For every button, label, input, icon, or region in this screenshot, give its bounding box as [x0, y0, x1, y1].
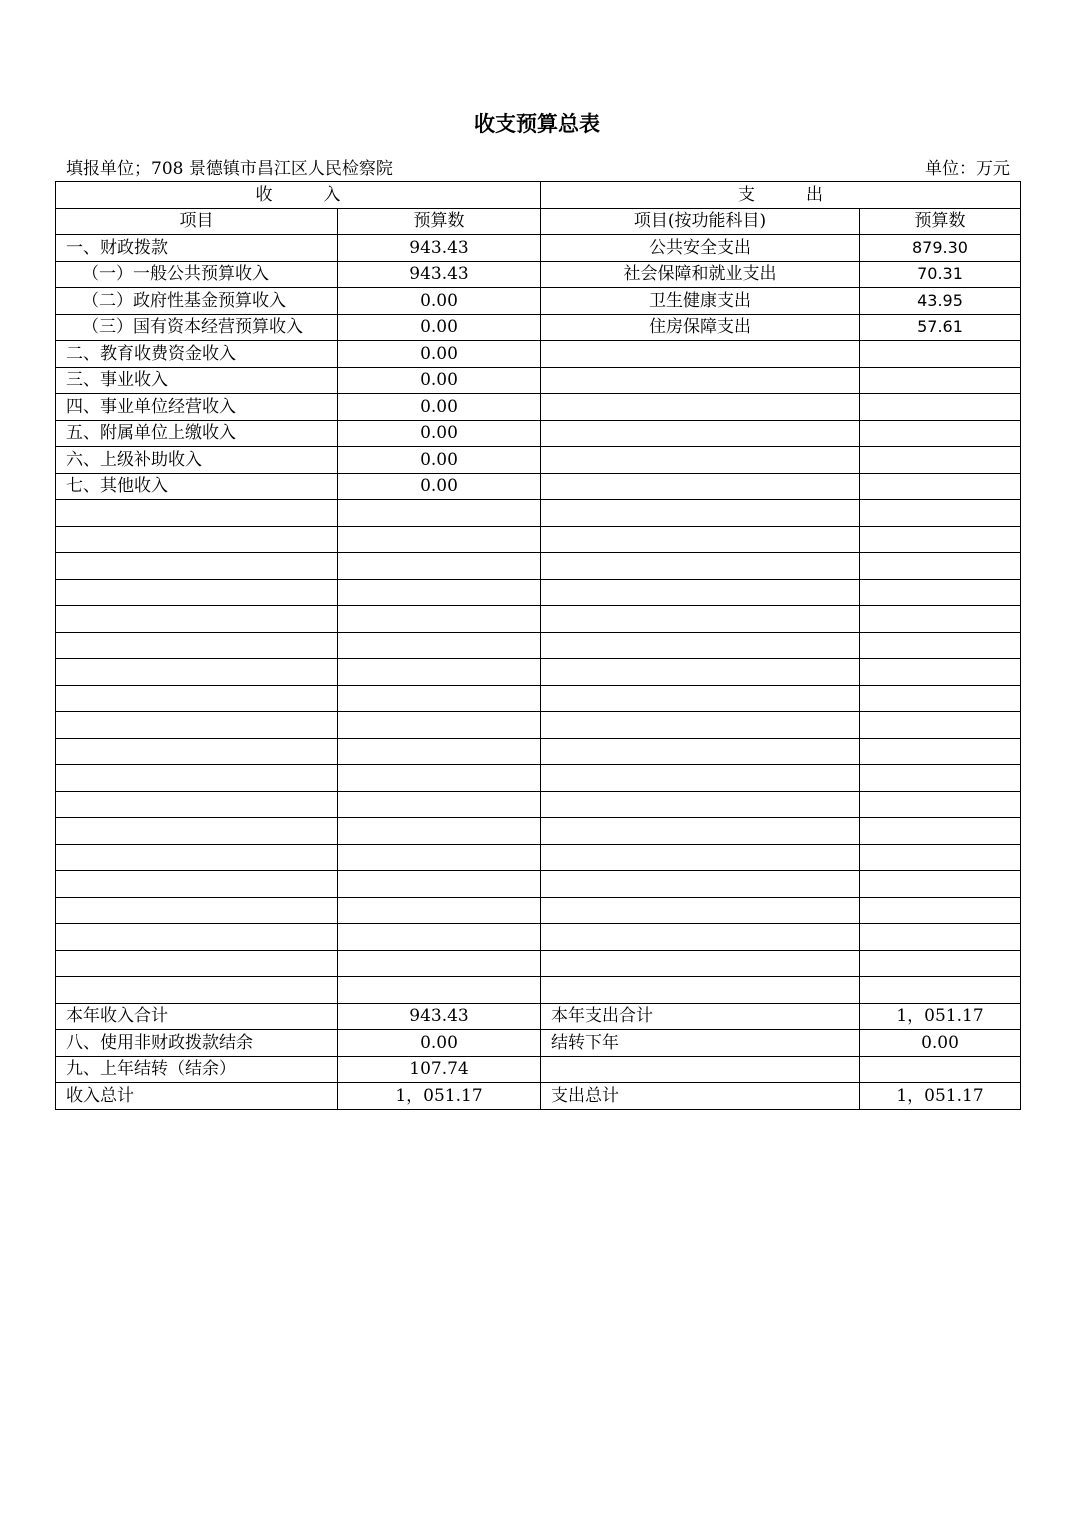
expense-item-cell — [541, 447, 860, 474]
income-item-cell: 七、其他收入 — [56, 473, 338, 500]
empty-cell — [541, 950, 860, 977]
empty-cell — [860, 818, 1021, 845]
expense-item-cell — [541, 394, 860, 421]
currency-unit-label: 单位：万元 — [925, 159, 1010, 179]
empty-cell — [860, 977, 1021, 1004]
empty-cell — [541, 579, 860, 606]
empty-cell — [860, 579, 1021, 606]
summary-expense-amount-cell — [860, 1056, 1021, 1083]
summary-income-amount-cell: 107.74 — [338, 1056, 541, 1083]
expense-item-cell — [541, 473, 860, 500]
empty-cell — [338, 659, 541, 686]
empty-row — [56, 897, 1021, 924]
column-header-row — [56, 208, 1021, 235]
empty-row — [56, 738, 1021, 765]
income-section-header: 收 入 — [56, 182, 541, 209]
empty-cell — [338, 844, 541, 871]
empty-row — [56, 844, 1021, 871]
budget-table-body — [56, 182, 1021, 1110]
summary-income-amount-cell: 0.00 — [338, 1030, 541, 1057]
empty-cell — [860, 765, 1021, 792]
income-item-cell: 五、附属单位上缴收入 — [56, 420, 338, 447]
income-amount-header: 预算数 — [338, 208, 541, 235]
summary-row — [56, 1003, 1021, 1030]
expense-section-header: 支 出 — [541, 182, 1021, 209]
empty-row — [56, 712, 1021, 739]
empty-cell — [56, 659, 338, 686]
empty-cell — [338, 950, 541, 977]
empty-row — [56, 924, 1021, 951]
empty-cell — [56, 977, 338, 1004]
summary-expense-amount-cell: 1，051.17 — [860, 1003, 1021, 1030]
empty-cell — [860, 553, 1021, 580]
expense-amount-cell: 879.30 — [860, 235, 1021, 262]
empty-row — [56, 500, 1021, 527]
income-item-cell: 三、事业收入 — [56, 367, 338, 394]
income-item-cell: 六、上级补助收入 — [56, 447, 338, 474]
empty-cell — [338, 500, 541, 527]
empty-row — [56, 765, 1021, 792]
income-amount-cell: 0.00 — [338, 288, 541, 315]
empty-cell — [56, 553, 338, 580]
empty-cell — [338, 553, 541, 580]
empty-cell — [541, 791, 860, 818]
summary-income-item-cell: 九、上年结转（结余） — [56, 1056, 338, 1083]
expense-amount-cell — [860, 473, 1021, 500]
empty-cell — [860, 871, 1021, 898]
empty-cell — [56, 818, 338, 845]
empty-cell — [541, 526, 860, 553]
empty-cell — [860, 659, 1021, 686]
empty-cell — [56, 579, 338, 606]
expense-amount-cell — [860, 420, 1021, 447]
empty-cell — [541, 765, 860, 792]
empty-row — [56, 818, 1021, 845]
table-row — [56, 420, 1021, 447]
income-amount-cell: 943.43 — [338, 261, 541, 288]
summary-row — [56, 1056, 1021, 1083]
empty-cell — [541, 712, 860, 739]
income-item-cell: 一、财政拨款 — [56, 235, 338, 262]
empty-cell — [541, 632, 860, 659]
empty-cell — [541, 977, 860, 1004]
page-title: 收支预算总表 — [474, 111, 600, 136]
budget-table — [55, 181, 1021, 1110]
empty-cell — [860, 685, 1021, 712]
expense-amount-cell: 57.61 — [860, 314, 1021, 341]
empty-cell — [541, 500, 860, 527]
income-item-header: 项目 — [56, 208, 338, 235]
empty-cell — [860, 738, 1021, 765]
expense-item-cell: 社会保障和就业支出 — [541, 261, 860, 288]
empty-cell — [56, 526, 338, 553]
empty-cell — [338, 924, 541, 951]
empty-row — [56, 606, 1021, 633]
empty-cell — [338, 632, 541, 659]
empty-cell — [338, 977, 541, 1004]
income-amount-cell: 0.00 — [338, 394, 541, 421]
empty-cell — [860, 924, 1021, 951]
expense-amount-cell — [860, 367, 1021, 394]
empty-row — [56, 579, 1021, 606]
empty-cell — [860, 526, 1021, 553]
summary-expense-item-cell: 支出总计 — [541, 1083, 860, 1110]
empty-row — [56, 685, 1021, 712]
empty-row — [56, 871, 1021, 898]
empty-cell — [541, 738, 860, 765]
empty-cell — [338, 765, 541, 792]
empty-cell — [56, 791, 338, 818]
empty-cell — [860, 606, 1021, 633]
empty-row — [56, 950, 1021, 977]
table-row — [56, 314, 1021, 341]
empty-cell — [338, 738, 541, 765]
expense-amount-cell: 43.95 — [860, 288, 1021, 315]
expense-amount-cell — [860, 447, 1021, 474]
summary-expense-item-cell — [541, 1056, 860, 1083]
empty-cell — [860, 791, 1021, 818]
empty-cell — [541, 924, 860, 951]
table-row — [56, 341, 1021, 368]
empty-cell — [56, 871, 338, 898]
empty-cell — [56, 950, 338, 977]
empty-row — [56, 659, 1021, 686]
expense-item-cell — [541, 420, 860, 447]
expense-item-cell: 公共安全支出 — [541, 235, 860, 262]
income-amount-cell: 943.43 — [338, 235, 541, 262]
expense-item-cell — [541, 367, 860, 394]
empty-cell — [860, 950, 1021, 977]
empty-cell — [338, 526, 541, 553]
summary-row — [56, 1030, 1021, 1057]
empty-cell — [860, 712, 1021, 739]
empty-cell — [338, 791, 541, 818]
empty-cell — [541, 685, 860, 712]
expense-item-cell: 卫生健康支出 — [541, 288, 860, 315]
empty-cell — [541, 844, 860, 871]
summary-expense-amount-cell: 0.00 — [860, 1030, 1021, 1057]
income-amount-cell: 0.00 — [338, 341, 541, 368]
empty-cell — [860, 632, 1021, 659]
expense-amount-cell — [860, 394, 1021, 421]
empty-cell — [56, 606, 338, 633]
summary-income-amount-cell: 1，051.17 — [338, 1083, 541, 1110]
income-item-cell: 二、教育收费资金收入 — [56, 341, 338, 368]
summary-expense-item-cell: 结转下年 — [541, 1030, 860, 1057]
expense-item-header: 项目(按功能科目) — [541, 208, 860, 235]
table-row — [56, 447, 1021, 474]
table-row — [56, 261, 1021, 288]
empty-cell — [338, 606, 541, 633]
empty-cell — [541, 553, 860, 580]
empty-cell — [56, 897, 338, 924]
expense-item-cell — [541, 341, 860, 368]
empty-cell — [541, 871, 860, 898]
expense-amount-header: 预算数 — [860, 208, 1021, 235]
empty-cell — [56, 738, 338, 765]
empty-cell — [860, 844, 1021, 871]
fill-unit-label: 填报单位；708 景德镇市昌江区人民检察院 — [66, 159, 393, 179]
income-amount-cell: 0.00 — [338, 473, 541, 500]
summary-expense-amount-cell: 1，051.17 — [860, 1083, 1021, 1110]
income-amount-cell: 0.00 — [338, 420, 541, 447]
table-row — [56, 288, 1021, 315]
empty-row — [56, 526, 1021, 553]
empty-cell — [338, 818, 541, 845]
income-item-cell: （一）一般公共预算收入 — [56, 261, 338, 288]
income-item-cell: （三）国有资本经营预算收入 — [56, 314, 338, 341]
empty-cell — [56, 712, 338, 739]
empty-cell — [56, 685, 338, 712]
empty-cell — [56, 500, 338, 527]
income-amount-cell: 0.00 — [338, 314, 541, 341]
table-row — [56, 473, 1021, 500]
empty-cell — [541, 897, 860, 924]
empty-cell — [541, 818, 860, 845]
income-item-cell: （二）政府性基金预算收入 — [56, 288, 338, 315]
summary-row — [56, 1083, 1021, 1110]
table-row — [56, 367, 1021, 394]
expense-item-cell: 住房保障支出 — [541, 314, 860, 341]
empty-cell — [56, 844, 338, 871]
expense-amount-cell: 70.31 — [860, 261, 1021, 288]
empty-cell — [860, 500, 1021, 527]
empty-cell — [56, 924, 338, 951]
summary-income-item-cell: 八、使用非财政拨款结余 — [56, 1030, 338, 1057]
report-meta — [66, 154, 1010, 178]
empty-cell — [338, 712, 541, 739]
summary-income-amount-cell: 943.43 — [338, 1003, 541, 1030]
summary-income-item-cell: 本年收入合计 — [56, 1003, 338, 1030]
empty-row — [56, 977, 1021, 1004]
empty-cell — [56, 765, 338, 792]
income-item-cell: 四、事业单位经营收入 — [56, 394, 338, 421]
empty-cell — [541, 606, 860, 633]
empty-row — [56, 791, 1021, 818]
summary-expense-item-cell: 本年支出合计 — [541, 1003, 860, 1030]
empty-cell — [338, 897, 541, 924]
empty-cell — [338, 871, 541, 898]
table-row — [56, 394, 1021, 421]
empty-cell — [338, 579, 541, 606]
table-row — [56, 235, 1021, 262]
expense-amount-cell — [860, 341, 1021, 368]
section-header-row — [56, 182, 1021, 209]
empty-cell — [338, 685, 541, 712]
income-amount-cell: 0.00 — [338, 367, 541, 394]
income-amount-cell: 0.00 — [338, 447, 541, 474]
empty-cell — [541, 659, 860, 686]
empty-row — [56, 632, 1021, 659]
summary-income-item-cell: 收入总计 — [56, 1083, 338, 1110]
empty-row — [56, 553, 1021, 580]
empty-cell — [56, 632, 338, 659]
empty-cell — [860, 897, 1021, 924]
